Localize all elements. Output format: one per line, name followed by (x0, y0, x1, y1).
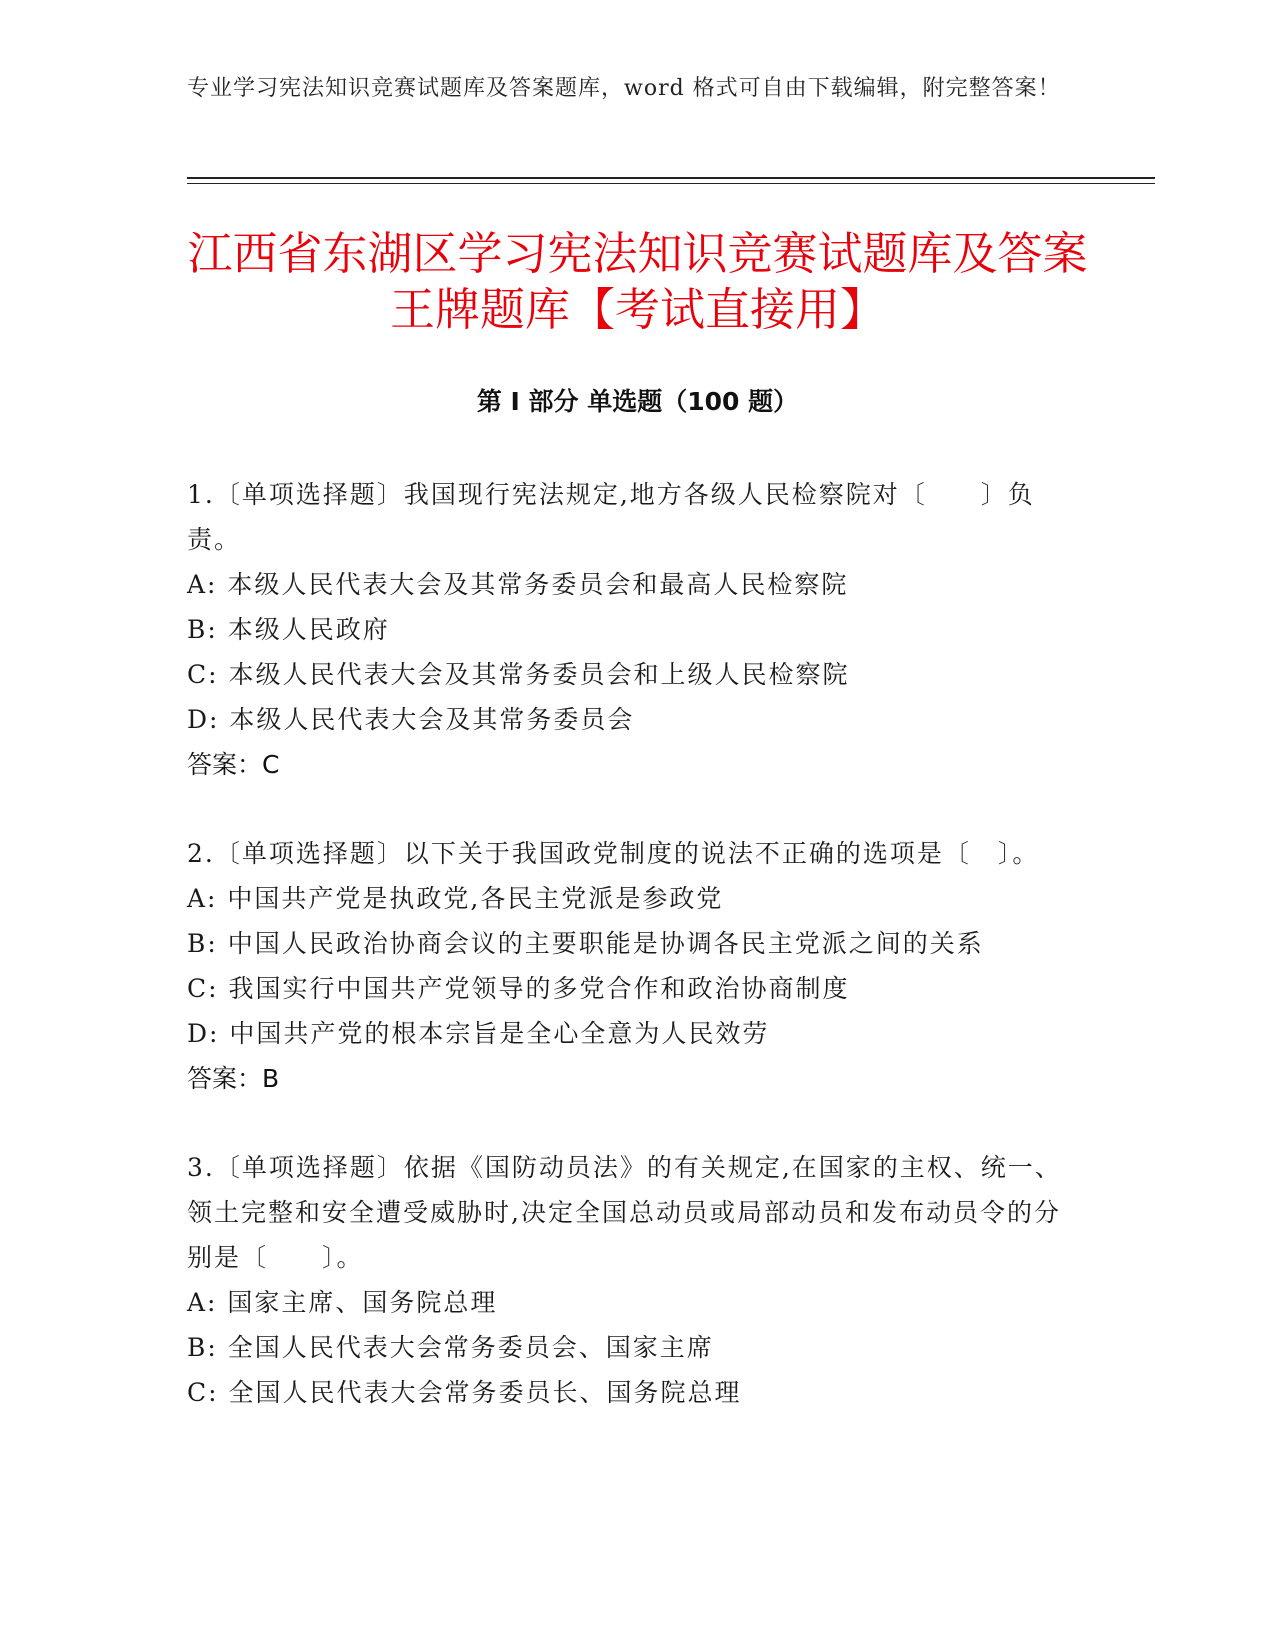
option-a: A: 本级人民代表大会及其常务委员会和最高人民检察院 (187, 570, 849, 599)
question-3 (187, 1145, 1067, 1415)
header-rule-thick (187, 177, 1155, 179)
option-a: A: 中国共产党是执政党,各民主党派是参政党 (187, 884, 724, 913)
option-d: D: 本级人民代表大会及其常务委员会 (187, 705, 635, 734)
option-b: B: 全国人民代表大会常务委员会、国家主席 (187, 1333, 714, 1362)
option-d: D: 中国共产党的根本宗旨是全心全意为人民效劳 (187, 1019, 770, 1048)
question-list (187, 472, 1067, 1459)
section-title: 第 I 部分 单选题（100 题） (476, 387, 799, 416)
question-stem: 2.〔单项选择题〕以下关于我国政党制度的说法不正确的选项是〔 〕。 (187, 839, 1040, 868)
answer: 答案：B (187, 1064, 280, 1093)
answer: 答案：C (187, 750, 280, 779)
document-title: 江西省东湖区学习宪法知识竞赛试题库及答案王牌题库【考试直接用】 (187, 227, 1088, 336)
question-1 (187, 472, 1067, 787)
header-rule-thin (187, 183, 1155, 184)
question-stem: 1.〔单项选择题〕我国现行宪法规定,地方各级人民检察院对〔 〕负责。 (187, 480, 1035, 554)
option-b: B: 本级人民政府 (187, 615, 390, 644)
option-c: C: 我国实行中国共产党领导的多党合作和政治协商制度 (187, 974, 850, 1003)
option-b: B: 中国人民政治协商会议的主要职能是协调各民主党派之间的关系 (187, 929, 984, 958)
option-a: A: 国家主席、国务院总理 (187, 1288, 498, 1317)
header-note: 专业学习宪法知识竞赛试题库及答案题库，word 格式可自由下载编辑，附完整答案！ (187, 76, 1061, 101)
question-stem: 3.〔单项选择题〕依据《国防动员法》的有关规定,在国家的主权、统一、领土完整和安全遭受威胁时,决定全国总动员或局部动员和发布动员令的分别是〔 〕。 (187, 1153, 1062, 1272)
question-2 (187, 831, 1067, 1101)
option-c: C: 全国人民代表大会常务委员长、国务院总理 (187, 1378, 742, 1407)
option-c: C: 本级人民代表大会及其常务委员会和上级人民检察院 (187, 660, 850, 689)
